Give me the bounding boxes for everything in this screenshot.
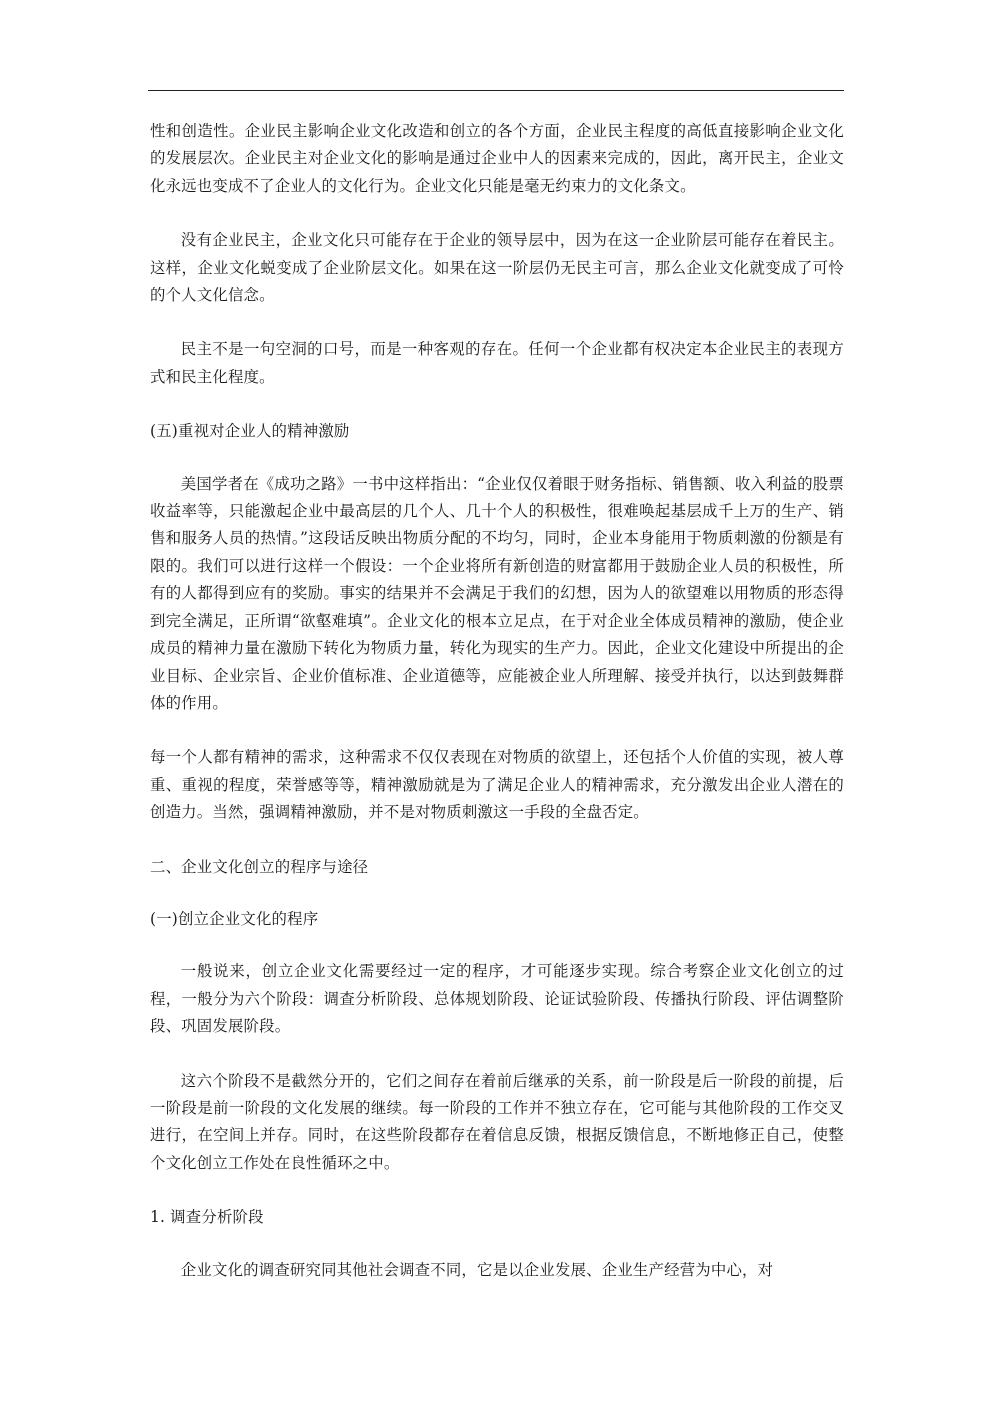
document-body xyxy=(150,118,844,1284)
subsection-heading: (一)创立企业文化的程序 xyxy=(150,909,319,928)
subsection-heading: 1. 调查分析阶段 xyxy=(150,1208,264,1227)
header-rule xyxy=(148,90,844,91)
section-heading: (五)重视对企业人的精神激励 xyxy=(150,422,350,441)
section-heading: 二、企业文化创立的程序与途径 xyxy=(150,857,369,876)
paragraph: 这六个阶段不是截然分开的，它们之间存在着前后继承的关系，前一阶段是后一阶段的前提，后一阶段是前一阶段的文化发展的继续。每一阶段的工作并不独立存在，它可能与其他阶段的工作交叉进行，在空间上并存。同时，在这些阶段都存在着信息反馈，根据反馈信息，不断地修正自己，使整个文化创立工作处在良性循环之中。 xyxy=(150,1071,844,1172)
paragraph: 每一个人都有精神的需求，这种需求不仅仅表现在对物质的欲望上，还包括个人价值的实现，被人尊重、重视的程度，荣誉感等等，精神激励就是为了满足企业人的精神需求，充分激发出企业人潜在的创造力。当然，强调精神激励，并不是对物质刺激这一手段的全盘否定。 xyxy=(150,748,844,822)
paragraph: 性和创造性。企业民主影响企业文化改造和创立的各个方面，企业民主程度的高低直接影响企业文化的发展层次。企业民主对企业文化的影响是通过企业中人的因素来完成的，因此，离开民主，企业文化永远也变成不了企业人的文化行为。企业文化只能是毫无约束力的文化条文。 xyxy=(150,122,844,195)
paragraph: 民主不是一句空洞的口号，而是一种客观的存在。任何一个企业都有权决定本企业民主的表现方式和民主化程度。 xyxy=(150,340,844,386)
paragraph: 企业文化的调查研究同其他社会调查不同，它是以企业发展、企业生产经营为中心，对 xyxy=(180,1260,774,1279)
paragraph: 美国学者在《成功之路》一书中这样指出：“企业仅仅着眼于财务指标、销售额、收入利益的股票收益率等，只能激起企业中最高层的几个人、几十个人的积极性，很难唤起基层成千上万的生产、销售和服务人员的热情。”这段话反映出物质分配的不均匀，同时，企业本身能用于物质刺激的份额是有限的。我们可以进行这样一个假设：一个企业将所有新创造的财富都用于鼓励企业人员的积极性，所有的人都得到应有的奖励。事实的结果并不会满足于我们的幻想，因为人的欲望难以用物质的形态得到完全满足，正所谓“欲壑难填”。企业文化的根本立足点，在于对企业全体成员精神的激励，使企业成员的精神力量在激励下转化为物质力量，转化为现实的生产力。因此，企业文化建设中所提出的企业目标、企业宗旨、企业价值标准、企业道德等，应能被企业人所理解、接受并执行，以达到鼓舞群体的作用。 xyxy=(150,474,844,712)
paragraph: 没有企业民主，企业文化只可能存在于企业的领导层中，因为在这一企业阶层可能存在着民主。这样，企业文化蜕变成了企业阶层文化。如果在这一阶层仍无民主可言，那么企业文化就变成了可怜的个人文化信念。 xyxy=(150,231,844,305)
paragraph: 一般说来，创立企业文化需要经过一定的程序，才可能逐步实现。综合考察企业文化创立的过程，一般分为六个阶段：调查分析阶段、总体规划阶段、论证试验阶段、传播执行阶段、评估调整阶段、巩固发展阶段。 xyxy=(150,962,844,1036)
